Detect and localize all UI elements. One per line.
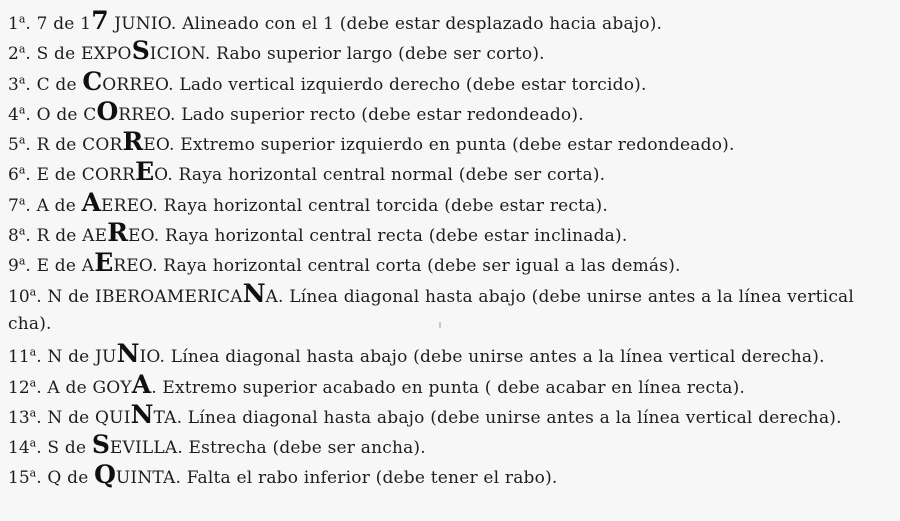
item-prefix: . N de IBEROAMERICA — [36, 286, 243, 307]
highlighted-letter: 7 — [91, 6, 109, 35]
item-number: 1$^a$ — [8, 12, 26, 34]
item-number: 12$^a$ — [8, 375, 37, 398]
item-description: EREO. Raya horizontal central torcida (debe estar recta). — [101, 195, 608, 216]
item-number: 2$^a$ — [8, 42, 26, 65]
highlighted-letter: A — [81, 187, 102, 217]
item-number: 13$^a$ — [8, 406, 37, 428]
highlighted-letter: R — [107, 218, 129, 248]
list-item — [8, 127, 900, 157]
highlighted-letter: C — [82, 66, 103, 96]
item-prefix: . N de QUI — [36, 407, 131, 428]
item-prefix: . 7 de 1 — [25, 14, 92, 34]
highlighted-letter: A — [131, 369, 152, 399]
item-description: ICION. Rabo superior largo (debe ser corto). — [149, 44, 545, 65]
item-description: JUNIO. Alineado con el 1 (debe estar desplazado hacia abajo). — [108, 14, 663, 34]
item-number: 4$^a$ — [8, 103, 26, 125]
item-number: 3$^a$ — [8, 72, 26, 95]
list-item — [8, 279, 900, 309]
list-item — [8, 460, 900, 490]
highlighted-letter: N — [116, 339, 140, 369]
highlighted-letter: E — [135, 157, 155, 187]
item-number: 8$^a$ — [8, 224, 26, 247]
list-item — [8, 248, 900, 278]
list-item — [8, 67, 900, 97]
list-item — [8, 400, 900, 430]
list-item — [8, 339, 900, 369]
item-description: RREO. Lado superior recto (debe estar redondeado). — [118, 104, 584, 125]
highlighted-letter: O — [96, 96, 119, 126]
list-item — [8, 188, 900, 218]
item-prefix: . A de — [25, 195, 82, 216]
item-prefix: . S de EXPO — [25, 44, 132, 65]
item-prefix: . A de GOY — [36, 377, 132, 398]
highlighted-letter: N — [130, 399, 154, 429]
item-prefix: . N de JU — [36, 347, 117, 368]
item-prefix: . E de CORR — [25, 165, 136, 186]
item-number: 15$^a$ — [8, 466, 37, 489]
list-item — [8, 370, 900, 400]
item-prefix: . E de A — [25, 256, 95, 277]
list-item — [8, 218, 900, 248]
item-description: IO. Línea diagonal hasta abajo (debe unirse antes a la línea vertical derecha). — [139, 347, 825, 368]
item-description: EVILLA. Estrecha (debe ser ancha). — [109, 438, 426, 459]
item-description: A. Línea diagonal hasta abajo (debe unirse antes a la línea vertical — [265, 286, 855, 307]
item-prefix: . Q de — [36, 468, 95, 489]
item-prefix: . R de COR — [25, 135, 123, 156]
highlighted-letter: S — [91, 430, 110, 460]
list-item — [8, 6, 900, 36]
item-number: 6$^a$ — [8, 163, 26, 186]
item-description: UINTA. Falta el rabo inferior (debe tener el rabo). — [115, 468, 558, 489]
item-description: . Extremo superior acabado en punta ( debe acabar en línea recta). — [151, 377, 746, 398]
item-prefix: . O de C — [25, 104, 97, 125]
item-description: TA. Línea diagonal hasta abajo (debe unirse antes a la línea vertical derecha). — [153, 407, 842, 428]
item-number: 14$^a$ — [8, 436, 37, 459]
list-item — [8, 97, 900, 127]
list-item — [8, 430, 900, 460]
item-number: 7$^a$ — [8, 194, 26, 216]
item-prefix: . S de — [36, 438, 92, 459]
item-prefix: . C de — [25, 74, 83, 95]
item-prefix: . R de AE — [25, 226, 108, 247]
item-description: O. Raya horizontal central normal (debe ser corta). — [154, 165, 606, 186]
item-number: 9$^a$ — [8, 254, 26, 277]
item-number: 11$^a$ — [8, 345, 37, 368]
highlighted-letter: R — [122, 127, 144, 157]
list-item-continuation — [8, 309, 900, 339]
list-item — [8, 157, 900, 187]
item-description: EO. Raya horizontal central recta (debe estar inclinada). — [128, 226, 628, 247]
highlighted-letter: N — [242, 278, 266, 308]
scan-speck — [439, 322, 441, 328]
item-number: 5$^a$ — [8, 133, 26, 156]
highlighted-letter: Q — [94, 460, 116, 490]
item-number: 10$^a$ — [8, 285, 37, 307]
item-description: ORREO. Lado vertical izquierdo derecho (debe estar torcido). — [102, 74, 647, 95]
list-item — [8, 36, 900, 66]
highlighted-letter: S — [131, 36, 150, 66]
item-description: REO. Raya horizontal central corta (debe ser igual a las demás). — [113, 256, 681, 277]
continuation-text: cha). — [8, 313, 52, 334]
item-description: EO. Extremo superior izquierdo en punta (debe estar redondeado). — [143, 135, 735, 156]
highlighted-letter: E — [94, 248, 114, 278]
